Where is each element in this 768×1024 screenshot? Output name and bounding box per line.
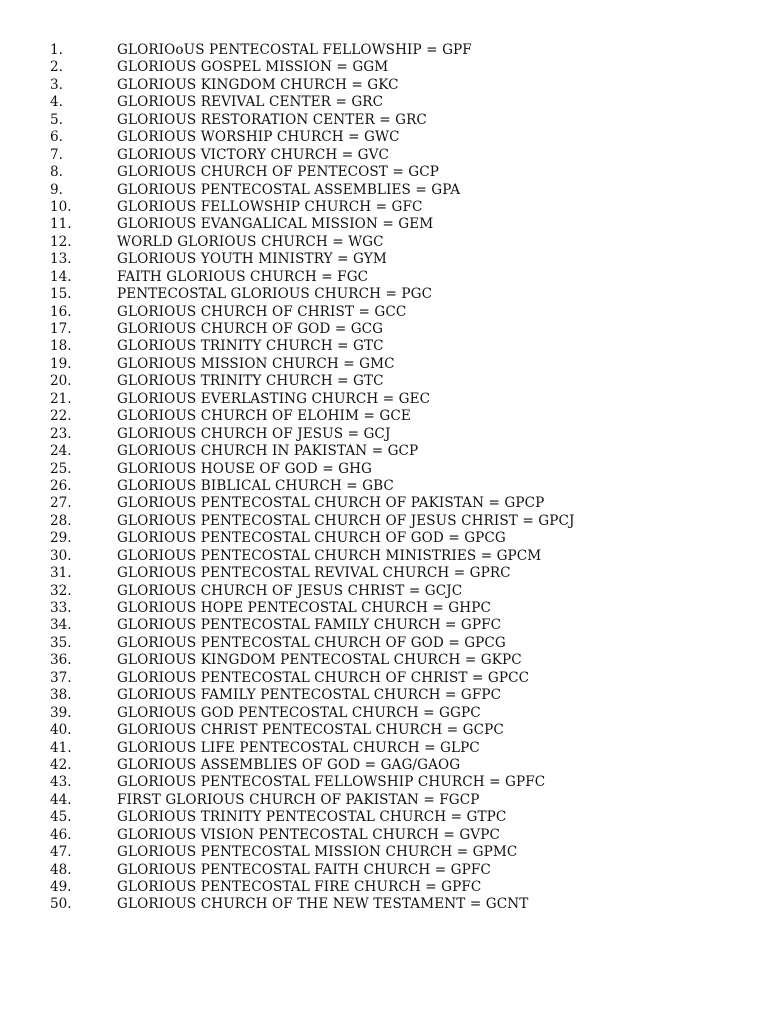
list-item-number: 26. <box>50 477 72 494</box>
list-item <box>0 286 768 303</box>
document-list <box>0 42 768 914</box>
list-item <box>0 809 768 826</box>
list-item-number: 33. <box>50 600 72 616</box>
list-item <box>0 408 768 425</box>
list-item-text: GLORIOUS HOPE PENTECOSTAL CHURCH = GHPC <box>117 600 491 616</box>
list-item-number: 3. <box>50 76 63 93</box>
list-item <box>0 304 768 321</box>
list-item <box>0 77 768 94</box>
list-item-number: 45. <box>50 809 72 826</box>
list-item-text: GLORIOUS PENTECOSTAL ASSEMBLIES = GPA <box>117 181 461 198</box>
list-item-number: 1. <box>50 42 63 58</box>
list-item-text: GLORIOUS MISSION CHURCH = GMC <box>117 355 395 372</box>
list-item <box>0 617 768 634</box>
list-item <box>0 426 768 443</box>
list-item-number: 23. <box>50 425 72 442</box>
list-item-text: GLORIOUS TRINITY CHURCH = GTC <box>117 338 384 355</box>
list-item-number: 18. <box>50 338 72 355</box>
list-item <box>0 513 768 530</box>
list-item-number: 27. <box>50 495 72 512</box>
list-item <box>0 112 768 129</box>
list-item-text: WORLD GLORIOUS CHURCH = WGC <box>117 233 384 250</box>
list-item-text: GLORIOUS PENTECOSTAL REVIVAL CHURCH = GPRC <box>117 565 511 582</box>
list-item-number: 16. <box>50 303 72 320</box>
list-item-number: 17. <box>50 321 72 337</box>
list-item-number: 12. <box>50 233 72 250</box>
list-item-text: GLORIOUS EVANGALICAL MISSION = GEM <box>117 216 434 233</box>
list-item <box>0 391 768 408</box>
list-item-number: 6. <box>50 129 63 146</box>
list-item-text: GLORIOUS TRINITY PENTECOSTAL CHURCH = GTPC <box>117 809 507 826</box>
list-item-number: 47. <box>50 844 72 861</box>
list-item <box>0 216 768 233</box>
list-item-number: 36. <box>50 652 72 669</box>
list-item-text: GLORIOUS PENTECOSTAL CHURCH OF GOD = GPCG <box>117 530 506 547</box>
list-item-text: GLORIOUS PENTECOSTAL FELLOWSHIP CHURCH = GPFC <box>117 774 546 791</box>
list-item-number: 29. <box>50 530 72 547</box>
list-item-number: 32. <box>50 582 72 599</box>
list-item-text: FAITH GLORIOUS CHURCH = FGC <box>117 268 369 285</box>
list-item-number: 19. <box>50 355 72 372</box>
list-item <box>0 740 768 757</box>
list-item-text: GLORIOUS CHURCH IN PAKISTAN = GCP <box>117 443 419 460</box>
list-item-number: 50. <box>50 896 72 913</box>
list-item-number: 46. <box>50 826 72 843</box>
list-item-number: 48. <box>50 861 72 878</box>
list-item-text: GLORIOUS CHURCH OF JESUS CHRIST = GCJC <box>117 582 463 599</box>
list-item-text: GLORIOUS HOUSE OF GOD = GHG <box>117 460 372 477</box>
list-item <box>0 827 768 844</box>
list-item <box>0 251 768 268</box>
list-item-text: GLORIOUS CHRIST PENTECOSTAL CHURCH = GCPC <box>117 722 504 739</box>
list-item-number: 8. <box>50 164 63 181</box>
list-item-text: GLORIOUS PENTECOSTAL FIRE CHURCH = GPFC <box>117 879 482 895</box>
list-item-text: GLORIOUS KINGDOM PENTECOSTAL CHURCH = GKPC <box>117 652 522 669</box>
list-item-text: GLORIOUS PENTECOSTAL CHURCH OF JESUS CHRIST = GPCJ <box>117 512 575 529</box>
list-item-number: 35. <box>50 634 72 651</box>
list-item <box>0 94 768 111</box>
list-item-number: 31. <box>50 565 72 582</box>
list-item <box>0 443 768 460</box>
list-item <box>0 844 768 861</box>
list-item-number: 37. <box>50 669 72 686</box>
list-item-number: 2. <box>50 59 63 76</box>
list-item-number: 28. <box>50 512 72 529</box>
list-item <box>0 600 768 617</box>
list-item <box>0 652 768 669</box>
list-item-text: FIRST GLORIOUS CHURCH OF PAKISTAN = FGCP <box>117 791 480 808</box>
list-item-number: 25. <box>50 460 72 477</box>
list-item-number: 14. <box>50 268 72 285</box>
list-item-number: 44. <box>50 791 72 808</box>
list-item <box>0 757 768 774</box>
list-item-text: GLORIOUS PENTECOSTAL FAITH CHURCH = GPFC <box>117 861 491 878</box>
list-item <box>0 269 768 286</box>
list-item <box>0 670 768 687</box>
list-item-text: GLORIOUS VICTORY CHURCH = GVC <box>117 146 389 163</box>
list-item-number: 10. <box>50 198 72 215</box>
list-item-number: 15. <box>50 286 72 303</box>
list-item-number: 21. <box>50 390 72 407</box>
list-item-number: 5. <box>50 111 63 128</box>
list-item <box>0 792 768 809</box>
list-item <box>0 373 768 390</box>
list-item-number: 49. <box>50 879 72 895</box>
list-item <box>0 199 768 216</box>
list-item-text: GLORIOUS PENTECOSTAL MISSION CHURCH = GPMC <box>117 844 518 861</box>
list-item-number: 7. <box>50 146 63 163</box>
list-item-text: GLORIOUS CHURCH OF CHRIST = GCC <box>117 303 407 320</box>
list-item-text: GLORIOUS BIBLICAL CHURCH = GBC <box>117 477 394 494</box>
list-item-text: GLORIOUS REVIVAL CENTER = GRC <box>117 94 384 111</box>
list-item-text: GLORIOUS CHURCH OF JESUS = GCJ <box>117 425 391 442</box>
list-item-text: GLORIOUS PENTECOSTAL CHURCH OF GOD = GPCG <box>117 634 506 651</box>
list-item <box>0 705 768 722</box>
list-item-text: GLORIOUS CHURCH OF GOD = GCG <box>117 321 384 337</box>
list-item <box>0 722 768 739</box>
list-item-number: 9. <box>50 181 63 198</box>
list-item <box>0 879 768 896</box>
list-item <box>0 356 768 373</box>
list-item-text: GLORIOUS WORSHIP CHURCH = GWC <box>117 129 400 146</box>
list-item-number: 34. <box>50 617 72 634</box>
list-item-text: GLORIOUS GOD PENTECOSTAL CHURCH = GGPC <box>117 704 481 721</box>
list-item <box>0 234 768 251</box>
list-item-text: GLORIOUS CHURCH OF ELOHIM = GCE <box>117 408 411 425</box>
list-item-text: GLORIOUS TRINITY CHURCH = GTC <box>117 373 384 390</box>
list-item <box>0 896 768 913</box>
list-item-text: GLORIOUS YOUTH MINISTRY = GYM <box>117 251 387 268</box>
list-item-text: GLORIOUS EVERLASTING CHURCH = GEC <box>117 390 431 407</box>
list-item-number: 24. <box>50 443 72 460</box>
list-item-text: GLORIOUS PENTECOSTAL CHURCH OF CHRIST = GPCC <box>117 669 530 686</box>
list-item-number: 39. <box>50 704 72 721</box>
list-item <box>0 530 768 547</box>
list-item-text: GLORIOUS KINGDOM CHURCH = GKC <box>117 76 399 93</box>
list-item-number: 20. <box>50 373 72 390</box>
list-item <box>0 338 768 355</box>
list-item <box>0 774 768 791</box>
list-item-number: 41. <box>50 739 72 756</box>
list-item-text: GLORIOUS ASSEMBLIES OF GOD = GAG/GAOG <box>117 756 461 773</box>
list-item <box>0 635 768 652</box>
list-item-text: GLORIOUS FAMILY PENTECOSTAL CHURCH = GFPC <box>117 687 502 704</box>
list-item-number: 38. <box>50 687 72 704</box>
list-item-number: 11. <box>50 216 72 233</box>
list-item <box>0 147 768 164</box>
list-item <box>0 478 768 495</box>
list-item-text: GLORIOUS LIFE PENTECOSTAL CHURCH = GLPC <box>117 739 480 756</box>
list-item-number: 40. <box>50 722 72 739</box>
list-item-number: 13. <box>50 251 72 268</box>
list-item-text: GLORIOUS PENTECOSTAL CHURCH OF PAKISTAN = GPCP <box>117 495 545 512</box>
list-item-text: GLORIOUS PENTECOSTAL CHURCH MINISTRIES = GPCM <box>117 547 542 564</box>
list-item-text: GLORIOUS CHURCH OF PENTECOST = GCP <box>117 164 440 181</box>
list-item <box>0 548 768 565</box>
list-item-text: GLORIOUS FELLOWSHIP CHURCH = GFC <box>117 198 423 215</box>
list-item-text: GLORIOUS CHURCH OF THE NEW TESTAMENT = GCNT <box>117 896 529 913</box>
list-item-text: GLORIOoUS PENTECOSTAL FELLOWSHIP = GPF <box>117 42 472 58</box>
list-item <box>0 182 768 199</box>
list-item-text: GLORIOUS RESTORATION CENTER = GRC <box>117 111 427 128</box>
list-item-text: GLORIOUS GOSPEL MISSION = GGM <box>117 59 389 76</box>
list-item-text: GLORIOUS VISION PENTECOSTAL CHURCH = GVPC <box>117 826 500 843</box>
list-item-number: 22. <box>50 408 72 425</box>
list-item <box>0 129 768 146</box>
list-item-number: 42. <box>50 756 72 773</box>
list-item <box>0 461 768 478</box>
list-item-text: PENTECOSTAL GLORIOUS CHURCH = PGC <box>117 286 433 303</box>
list-item <box>0 495 768 512</box>
list-item <box>0 164 768 181</box>
list-item <box>0 59 768 76</box>
list-item-number: 43. <box>50 774 72 791</box>
list-item <box>0 42 768 59</box>
list-item <box>0 565 768 582</box>
list-item-text: GLORIOUS PENTECOSTAL FAMILY CHURCH = GPFC <box>117 617 502 634</box>
list-item <box>0 862 768 879</box>
list-item <box>0 583 768 600</box>
list-item-number: 4. <box>50 94 63 111</box>
list-item <box>0 321 768 338</box>
list-item <box>0 687 768 704</box>
list-item-number: 30. <box>50 547 72 564</box>
